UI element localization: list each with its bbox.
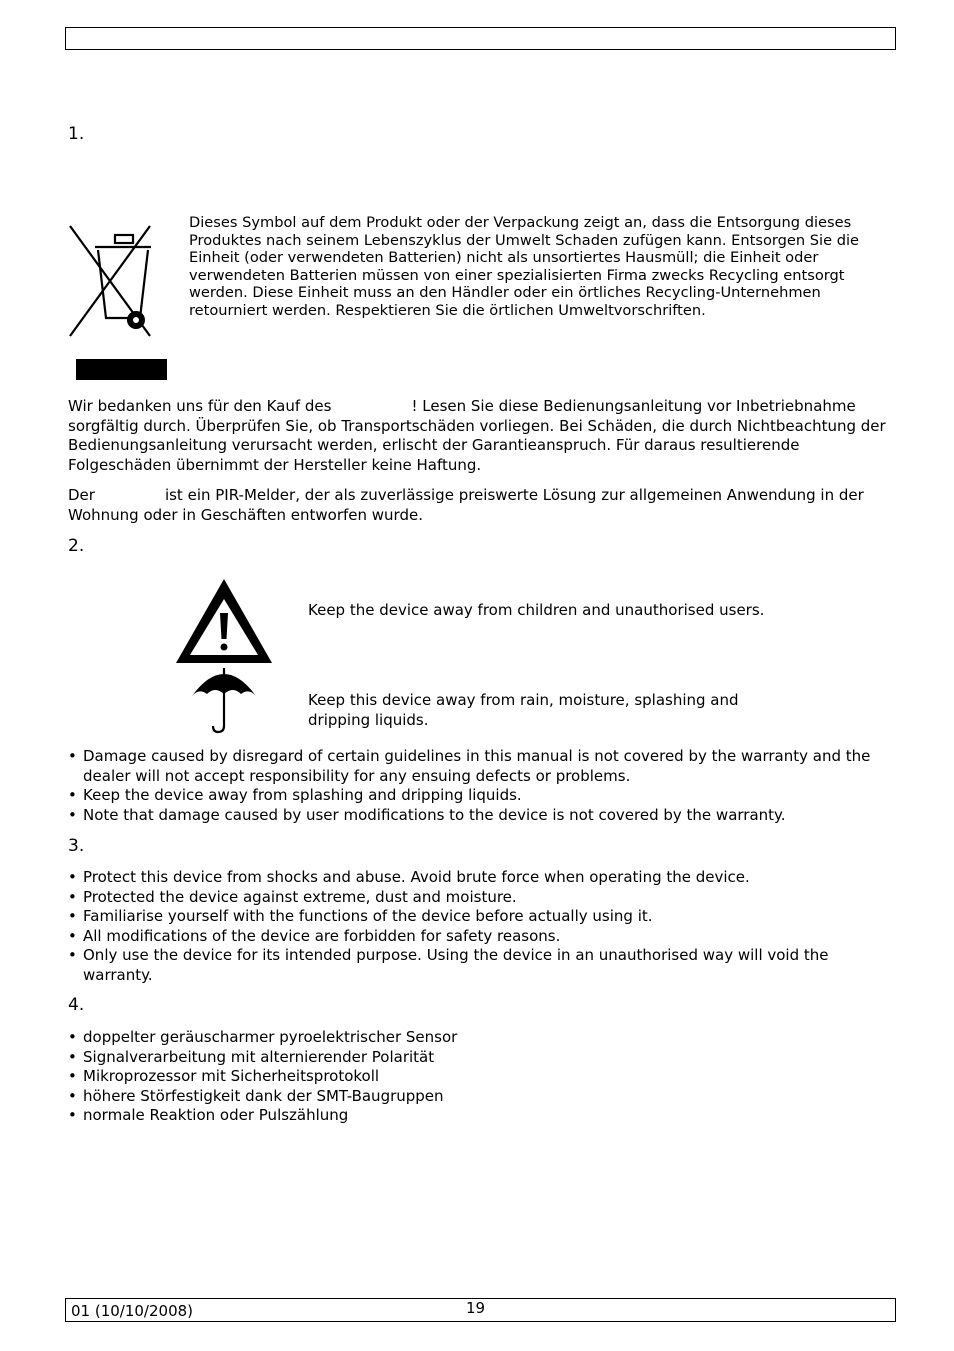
list-item: • doppelter geräuscharmer pyroelektrischer Sensor — [68, 1028, 894, 1048]
intro-p2-rest: ist ein PIR-Melder, der als zuverlässige preiswerte Lösung zur allgemeinen Anwendung in der Wohnung oder in Geschäften entworfen wurde. — [68, 486, 864, 524]
list-item: • Signalverarbeitung mit alternierender Polarität — [68, 1048, 894, 1068]
version-date: 01 (10/10/2008) — [71, 1302, 194, 1320]
list-item: • Note that damage caused by user modifications to the device is not covered by the warranty. — [68, 806, 894, 826]
footer-box — [65, 1298, 896, 1322]
list-item: • Protect this device from shocks and abuse. Avoid brute force when operating the device. — [68, 868, 894, 888]
list-item: • Keep the device away from splashing and dripping liquids. — [68, 786, 894, 806]
section-number-2: 2. — [68, 536, 85, 556]
warning-children-text: Keep the device away from children and unauthorised users. — [308, 601, 765, 619]
section-number-3: 3. — [68, 836, 85, 856]
intro-p1-start: Wir bedanken uns für den Kauf des — [68, 397, 332, 415]
header-box — [65, 27, 896, 50]
section-number-1: 1. — [68, 124, 85, 144]
warning-triangle-icon — [174, 577, 274, 665]
weee-bin-icon — [68, 222, 154, 340]
guidelines-bullet-list — [68, 868, 894, 986]
page-number: 19 — [466, 1299, 486, 1317]
umbrella-icon — [190, 664, 258, 734]
warning-moisture-text: Keep this device away from rain, moisture, splashing and dripping liquids. — [308, 691, 739, 729]
list-item: • Mikroprozessor mit Sicherheitsprotokoll — [68, 1067, 894, 1087]
black-label-bar — [76, 359, 167, 380]
list-item: • normale Reaktion oder Pulszählung — [68, 1106, 894, 1126]
safety-bullet-list — [68, 747, 894, 825]
list-item: • höhere Störfestigkeit dank der SMT-Baugruppen — [68, 1087, 894, 1107]
section-number-4: 4. — [68, 995, 85, 1015]
intro-paragraph-1 — [68, 397, 894, 475]
weee-disposal-text: Dieses Symbol auf dem Produkt oder der Verpackung zeigt an, dass die Entsorgung dieses Produktes nach seinem Lebenszyklus der Umwelt Schaden zufügen kann. Entsorgen Sie die Einheit (oder verwendeten Batterien) nicht als unsortiertes Hausmüll; die Einheit oder verwendeten Batterien müssen von einer spezialisierten Firma zwecks Recycling entsorgt werden. Diese Einheit muss an den Händler oder ein örtliches Recycling-Unternehmen retourniert werden. Respektieren Sie die örtlichen Umweltvorschriften. — [189, 214, 860, 319]
list-item: • Familiarise yourself with the functions of the device before actually using it. — [68, 907, 894, 927]
list-item: • All modifications of the device are forbidden for safety reasons. — [68, 927, 894, 947]
list-item: • Only use the device for its intended purpose. Using the device in an unauthorised way will void the warranty. — [68, 946, 894, 985]
intro-paragraph-2 — [68, 486, 894, 525]
intro-p1-rest: ! Lesen Sie diese Bedienungsanleitung vor Inbetriebnahme sorgfältig durch. Überprüfen Sie, ob Transportschäden vorliegen. Bei Schäden, die durch Nichtbeachtung der Bedienungsanleitung verursacht werden, erlischt der Garantieanspruch. Für daraus resultierende Folgeschäden übernimmt der Hersteller keine Haftung. — [68, 397, 886, 474]
list-item: • Protected the device against extreme, dust and moisture. — [68, 888, 894, 908]
list-item: • Damage caused by disregard of certain guidelines in this manual is not covered by the warranty and the dealer will not accept responsibility for any ensuing defects or problems. — [68, 747, 894, 786]
features-bullet-list — [68, 1028, 894, 1126]
intro-p2-start: Der — [68, 486, 95, 504]
